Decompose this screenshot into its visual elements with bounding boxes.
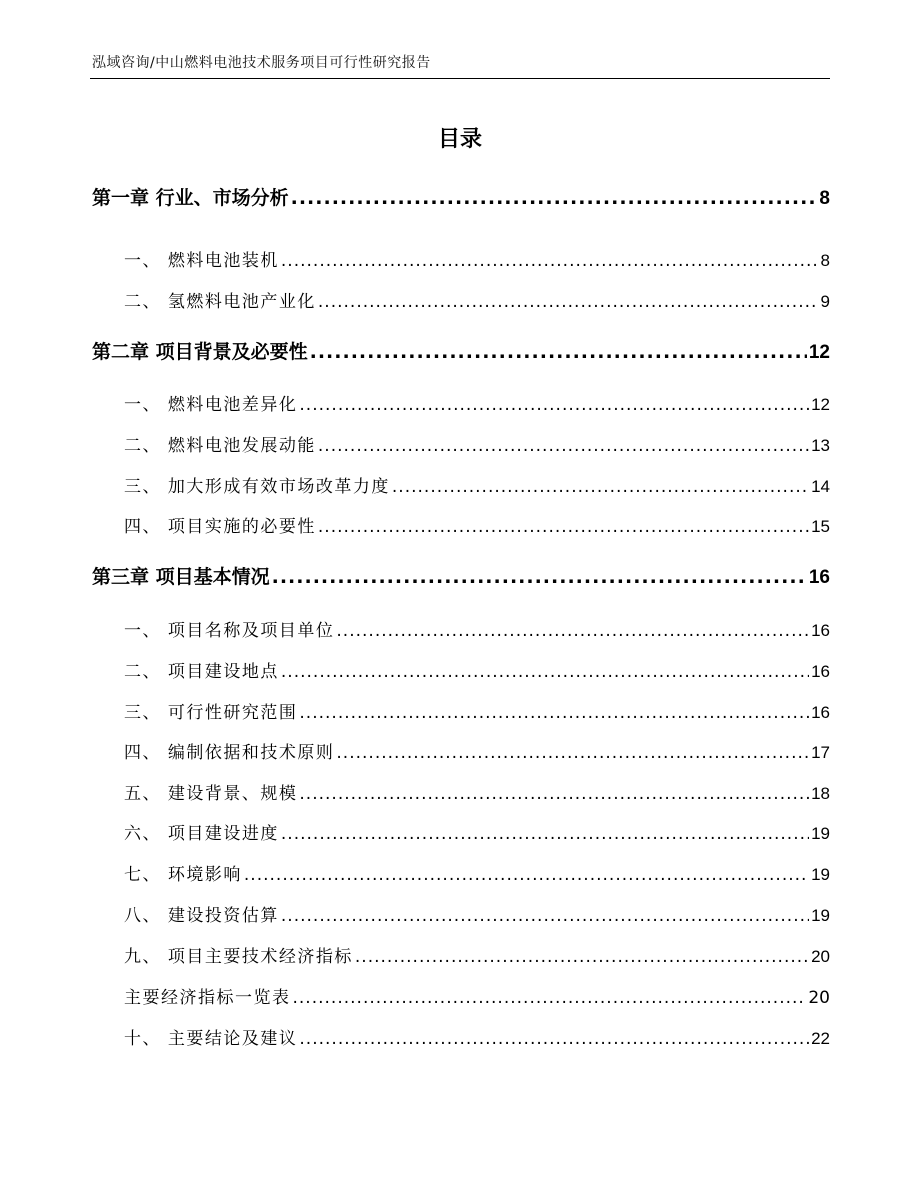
toc-entry-label: 第一章 行业、市场分析: [92, 187, 289, 209]
dot-leader: [392, 477, 809, 497]
toc-entry-label: 二、 燃料电池发展动能: [124, 436, 316, 456]
toc-entry-page: 20: [808, 988, 830, 1008]
dot-leader: [293, 988, 807, 1008]
dot-leader: [318, 292, 819, 312]
toc-chapter-1[interactable]: [92, 183, 830, 210]
toc-section-3-2[interactable]: [92, 657, 830, 682]
dot-leader: [310, 341, 807, 363]
dot-leader: [299, 1029, 809, 1049]
toc-entry-label: 五、 建设背景、规模: [124, 784, 298, 804]
toc-entry-label: 主要经济指标一览表: [124, 988, 291, 1008]
toc-entry-label: 七、 环境影响: [124, 865, 242, 885]
toc-entry-label: 十、 主要结论及建议: [124, 1029, 298, 1049]
toc-entry-page: 16: [811, 621, 830, 640]
toc-entry-page: 16: [811, 703, 830, 722]
dot-leader: [299, 784, 809, 804]
dot-leader: [299, 703, 809, 723]
dot-leader: [281, 251, 819, 271]
toc-entry-page: 9: [820, 292, 830, 311]
dot-leader: [281, 662, 809, 682]
toc-entry-label: 二、 氢燃料电池产业化: [124, 292, 316, 312]
toc-entry-label: 九、 项目主要技术经济指标: [124, 947, 353, 967]
toc-entry-page: 19: [811, 824, 830, 843]
toc-entry-page: 8: [820, 251, 830, 270]
toc-entry-label: 六、 项目建设进度: [124, 824, 279, 844]
toc-section-2-2[interactable]: [92, 431, 830, 456]
toc-entry-page: 12: [811, 395, 830, 414]
toc-entry-page: 19: [811, 906, 830, 925]
dot-leader: [272, 566, 807, 588]
toc-entry-label: 四、 编制依据和技术原则: [124, 743, 335, 763]
dot-leader: [281, 824, 809, 844]
toc-entry-label: 一、 燃料电池差异化: [124, 395, 298, 415]
toc-section-3-4[interactable]: [92, 738, 830, 763]
dot-leader: [244, 865, 809, 885]
toc-section-1-1[interactable]: [92, 246, 830, 271]
toc-section-3-1[interactable]: [92, 616, 830, 641]
toc-chapter-3[interactable]: [92, 562, 830, 589]
dot-leader: [281, 906, 809, 926]
toc-entry-page: 19: [811, 865, 830, 884]
toc-entry-page: 22: [811, 1029, 830, 1048]
toc-entry-label: 三、 可行性研究范围: [124, 703, 298, 723]
toc-entry-page: 8: [819, 188, 830, 209]
toc-chapter-2[interactable]: [92, 337, 830, 364]
toc-entry-page: 12: [808, 342, 830, 363]
toc-section-3-10[interactable]: [92, 1024, 830, 1049]
dot-leader: [318, 436, 809, 456]
toc-section-3-6[interactable]: [92, 819, 830, 844]
toc-section-3-7[interactable]: [92, 860, 830, 885]
header-rule: [90, 78, 830, 79]
toc-entry-page: 18: [811, 784, 830, 803]
toc-entry-label: 二、 项目建设地点: [124, 662, 279, 682]
toc-entry-page: 13: [811, 436, 830, 455]
toc-table-entry[interactable]: [92, 983, 830, 1008]
dot-leader: [355, 947, 809, 967]
dot-leader: [336, 621, 809, 641]
toc-entry-page: 16: [808, 567, 830, 588]
toc-section-3-3[interactable]: [92, 698, 830, 723]
toc-entry-label: 第二章 项目背景及必要性: [92, 341, 308, 363]
toc-entry-page: 20: [811, 947, 830, 966]
toc-section-2-3[interactable]: [92, 472, 830, 497]
dot-leader: [291, 187, 818, 209]
toc-entry-label: 一、 项目名称及项目单位: [124, 621, 335, 641]
toc-entry-label: 一、 燃料电池装机: [124, 251, 279, 271]
toc-section-2-4[interactable]: [92, 512, 830, 537]
dot-leader: [318, 517, 809, 537]
toc-section-3-9[interactable]: [92, 942, 830, 967]
toc-entry-label: 三、 加大形成有效市场改革力度: [124, 477, 390, 497]
toc-entry-page: 15: [811, 517, 830, 536]
toc-section-1-2[interactable]: [92, 287, 830, 312]
toc-entry-label: 第三章 项目基本情况: [92, 566, 270, 588]
running-header: 泓域咨询/中山燃料电池技术服务项目可行性研究报告: [92, 55, 431, 71]
dot-leader: [336, 743, 809, 763]
toc-section-3-8[interactable]: [92, 901, 830, 926]
toc-entry-page: 16: [811, 662, 830, 681]
toc-entry-label: 四、 项目实施的必要性: [124, 517, 316, 537]
dot-leader: [299, 395, 809, 415]
toc-title: 目录: [437, 127, 482, 152]
toc-section-2-1[interactable]: [92, 390, 830, 415]
toc-entry-page: 14: [811, 477, 830, 496]
toc-section-3-5[interactable]: [92, 779, 830, 804]
toc-entry-page: 17: [811, 743, 830, 762]
toc-entry-label: 八、 建设投资估算: [124, 906, 279, 926]
